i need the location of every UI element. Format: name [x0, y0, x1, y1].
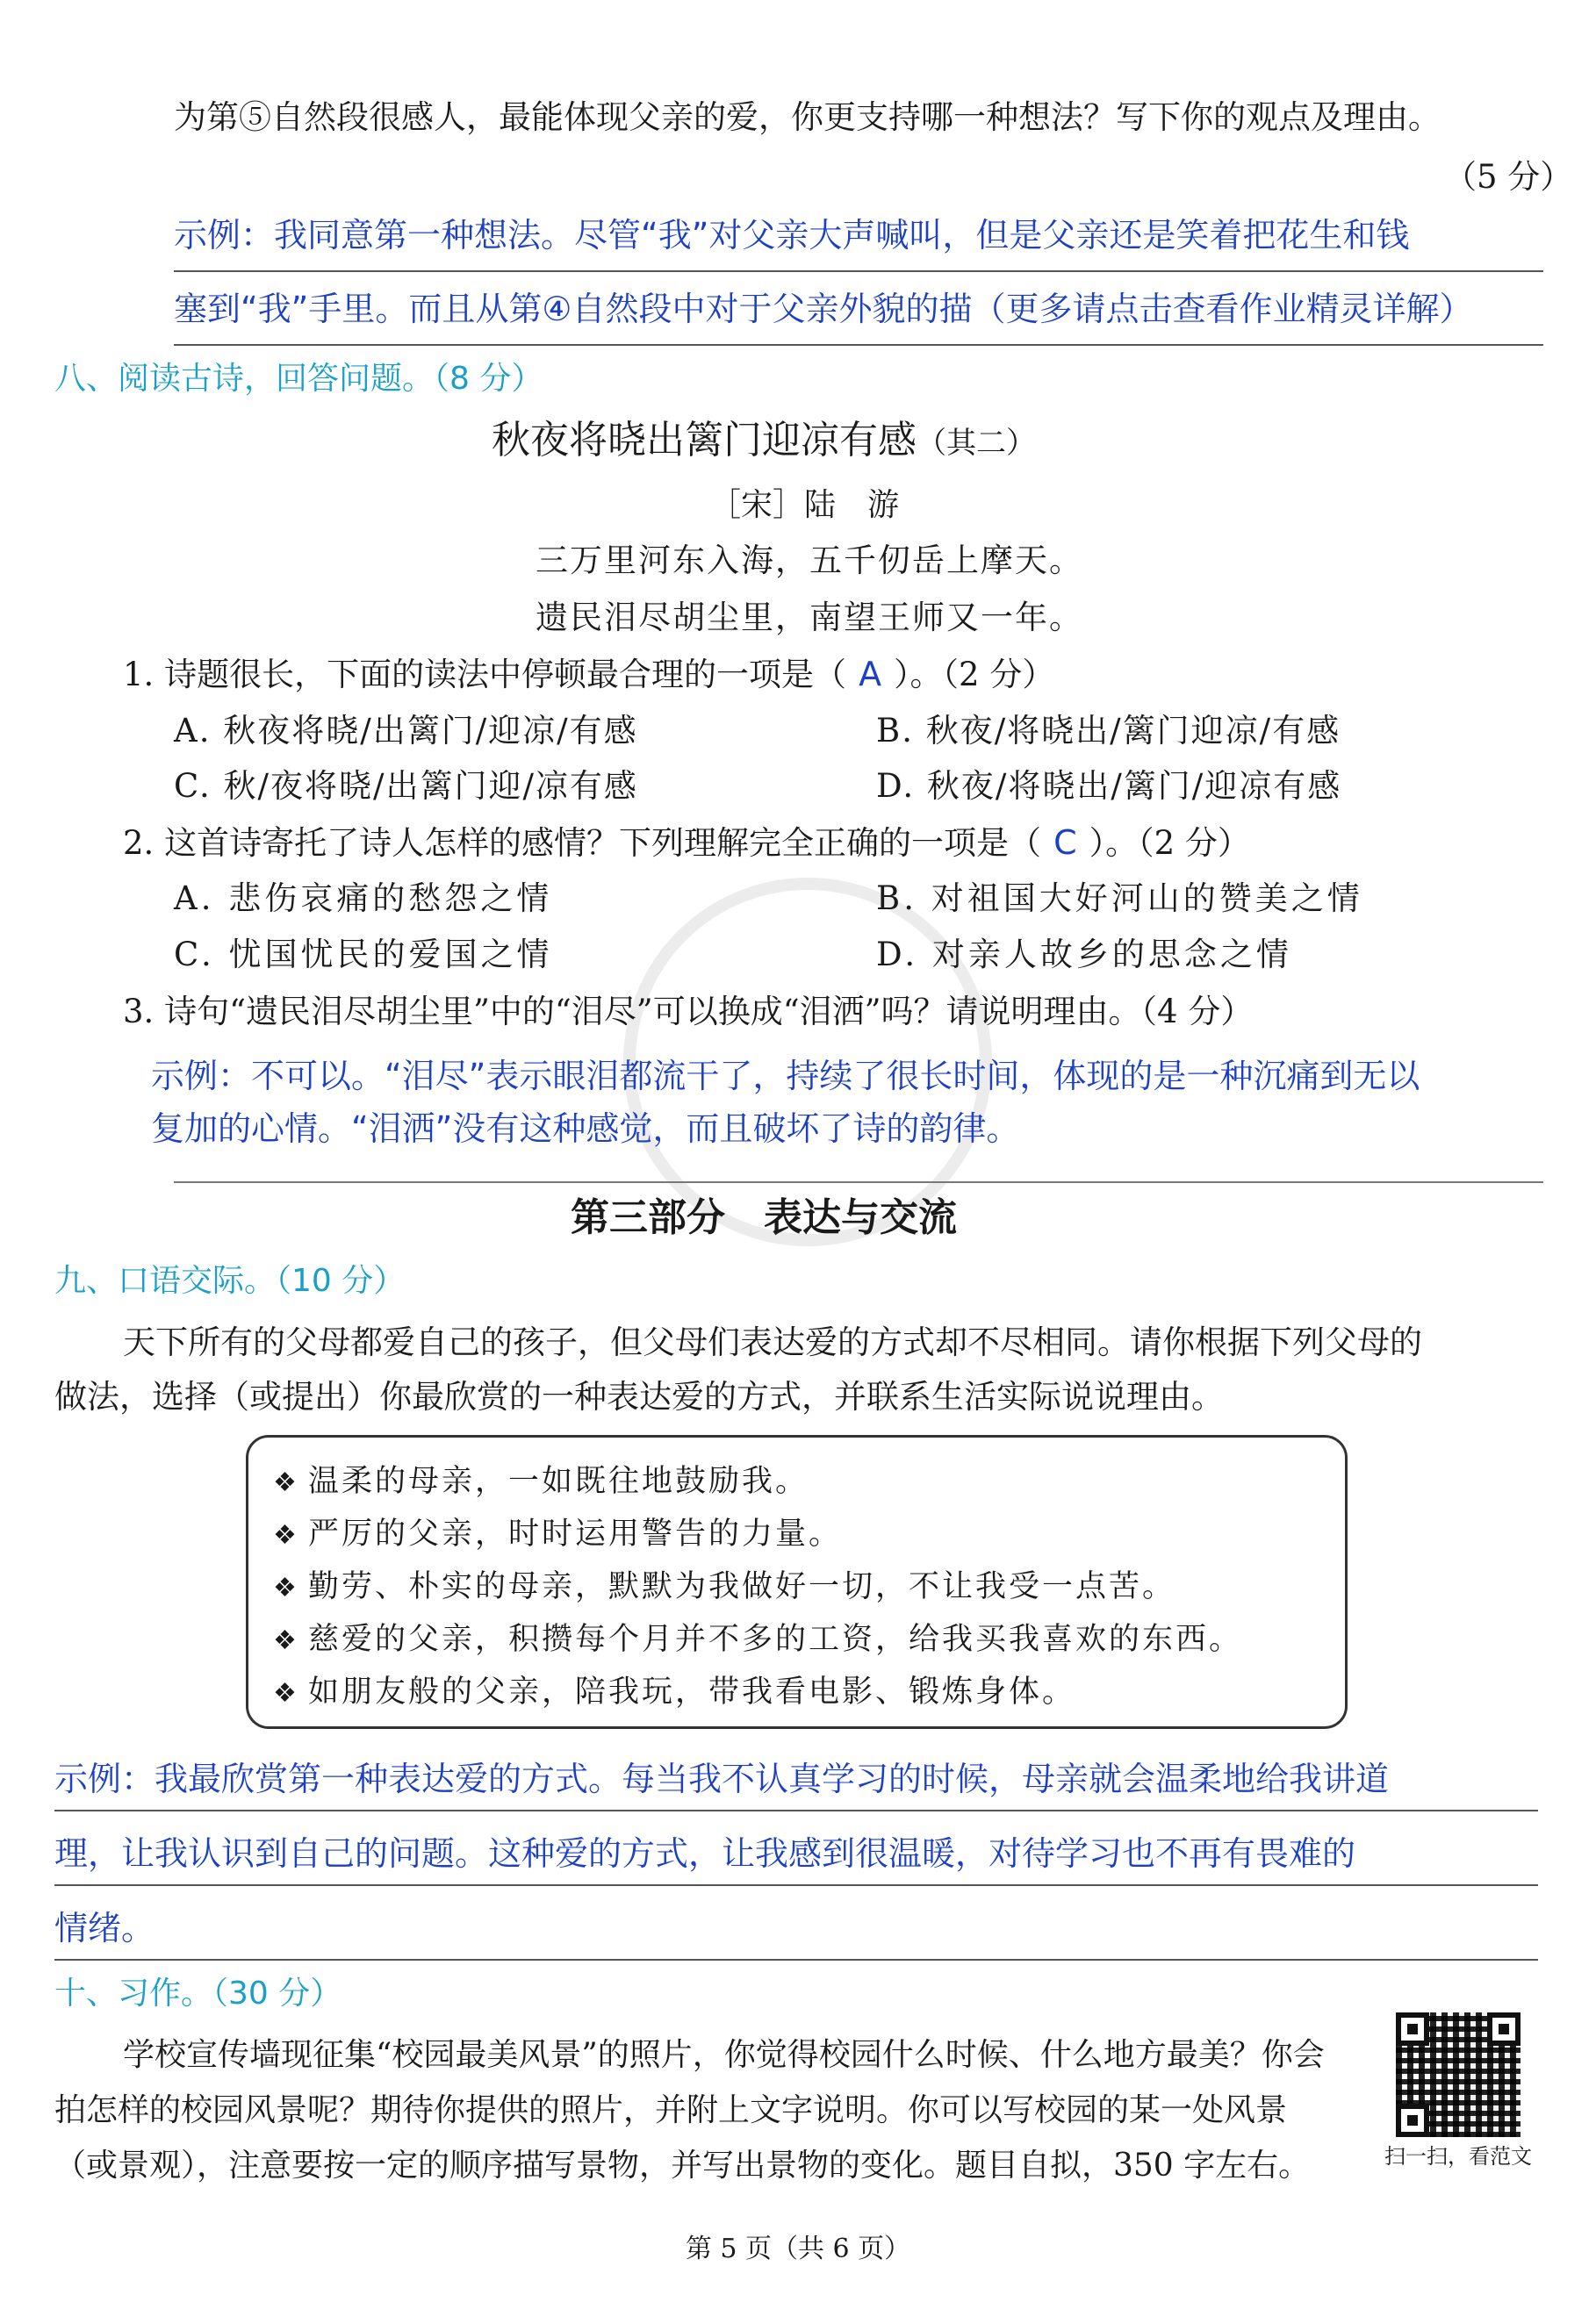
q1-prefix: 1. 诗题很长，下面的读法中停顿最合理的一项是（: [123, 656, 847, 693]
q2-suffix: ）。（2 分）: [1089, 824, 1250, 862]
answer-underline: [54, 1884, 1538, 1886]
q2-option-d: D. 对亲人故乡的思念之情: [876, 936, 1292, 973]
answer-underline: [174, 270, 1543, 272]
diamond-bullet-icon: ❖: [273, 1678, 299, 1709]
method-item: ❖ 勤劳、朴实的母亲，默默为我做好一切，不让我受一点苦。: [273, 1569, 1176, 1604]
parent-methods-box: [246, 1435, 1348, 1729]
poem-author: ［宋］陆 游: [709, 487, 900, 523]
section-10-line-2: 拍怎样的校园风景呢？期待你提供的照片，并附上文字说明。你可以写校园的某一处风景: [54, 2092, 1288, 2128]
section-9-heading: 九、口语交际。（10 分）: [54, 1263, 406, 1299]
qr-finder-icon: [1396, 2012, 1429, 2046]
diamond-bullet-icon: ❖: [273, 1573, 299, 1603]
q7-question-line: 为第⑤自然段很感人，最能体现父亲的爱，你更支持哪一种想法？写下你的观点及理由。: [174, 98, 1441, 136]
q1-answer: A: [859, 655, 882, 693]
section-9-answer-line-1: 示例：我最欣赏第一种表达爱的方式。每当我不认真学习的时候，母亲就会温柔地给我讲道: [54, 1760, 1390, 1798]
q2-option-c: C. 忧国忧民的爱国之情: [174, 936, 553, 973]
part-divider: [174, 1181, 1543, 1183]
poem-line-1: 三万里河东入海，五千仞岳上摩天。: [536, 542, 1083, 579]
answer-underline: [54, 1810, 1538, 1811]
method-item: ❖ 慈爱的父亲，积攒每个月并不多的工资，给我买我喜欢的东西。: [273, 1622, 1243, 1657]
page-number: 第 5 页（共 6 页）: [685, 2234, 911, 2264]
q1-stem: [123, 655, 1054, 694]
q3-question: 3. 诗句“遗民泪尽胡尘里”中的“泪尽”可以换成“泪洒”吗？请说明理由。（4 分）: [123, 993, 1254, 1030]
poem-title-main: 秋夜将晓出篱门迎凉有感: [492, 418, 917, 463]
section-10-heading: 十、习作。（30 分）: [54, 1976, 342, 2012]
poem-line-2: 遗民泪尽胡尘里，南望王师又一年。: [536, 599, 1083, 636]
q3-answer-line-1: 示例：不可以。“泪尽”表示眼泪都流干了，持续了很长时间，体现的是一种沉痛到无以: [151, 1057, 1420, 1095]
q1-option-d: D. 秋夜/将晓出/篱门/迎凉有感: [876, 767, 1342, 805]
diamond-bullet-icon: ❖: [273, 1625, 299, 1656]
section-9-intro-line-1: 天下所有的父母都爱自己的孩子，但父母们表达爱的方式却不尽相同。请你根据下列父母的: [123, 1323, 1422, 1361]
q2-stem: [123, 823, 1250, 863]
q7-score: （5 分）: [1444, 158, 1573, 196]
q2-option-b: B. 对祖国大好河山的赞美之情: [876, 879, 1363, 917]
q7-answer-line-1: 示例：我同意第一种想法。尽管“我”对父亲大声喊叫，但是父亲还是笑着把花生和钱: [174, 216, 1410, 255]
method-item: ❖ 如朋友般的父亲，陪我玩，带我看电影、锻炼身体。: [273, 1675, 1076, 1710]
section-10-line-3: （或景观），注意要按一定的顺序描写景物，并写出景物的变化。题目自拟，350 字左右。: [54, 2148, 1311, 2184]
answer-underline: [174, 344, 1543, 346]
part-3-title: 第三部分 表达与交流: [571, 1195, 957, 1240]
section-9-intro-line-2: 做法，选择（或提出）你最欣赏的一种表达爱的方式，并联系生活实际说说理由。: [54, 1378, 1224, 1416]
q1-suffix: ）。（2 分）: [894, 656, 1055, 693]
q2-answer: C: [1053, 823, 1077, 862]
answer-underline: [54, 1959, 1538, 1961]
poem-title: [492, 418, 1036, 463]
diamond-bullet-icon: ❖: [273, 1467, 299, 1498]
q1-option-a: A. 秋夜将晓/出篱门/迎凉/有感: [174, 712, 638, 750]
section-9-answer-line-2: 理，让我认识到自己的问题。这种爱的方式，让我感到很温暖，对待学习也不再有畏难的: [54, 1834, 1356, 1873]
section-10-line-1: 学校宣传墙现征集“校园最美风景”的照片，你觉得校园什么时候、什么地方最美？你会: [123, 2037, 1325, 2073]
method-item: ❖ 温柔的母亲，一如既往地鼓励我。: [273, 1464, 809, 1499]
qr-finder-icon: [1487, 2012, 1521, 2046]
qr-code-icon[interactable]: [1396, 2012, 1521, 2137]
q2-prefix: 2. 这首诗寄托了诗人怎样的感情？下列理解完全正确的一项是（: [123, 824, 1042, 862]
poem-title-sub: （其二）: [917, 426, 1036, 461]
q2-option-a: A. 悲伤哀痛的愁怨之情: [174, 879, 553, 917]
diamond-bullet-icon: ❖: [273, 1520, 299, 1551]
section-8-heading: 八、阅读古诗，回答问题。（8 分）: [54, 361, 543, 397]
q3-answer-line-2: 复加的心情。“泪洒”没有这种感觉，而且破坏了诗的韵律。: [151, 1109, 1020, 1148]
qr-finder-icon: [1396, 2104, 1429, 2137]
qr-caption: 扫一扫，看范文: [1384, 2144, 1532, 2169]
q7-answer-line-2: 塞到“我”手里。而且从第④自然段中对于父亲外貌的描（更多请点击查看作业精灵详解）: [174, 290, 1473, 328]
q1-option-b: B. 秋夜/将晓出/篱门迎凉/有感: [876, 712, 1341, 750]
section-9-answer-line-3: 情绪。: [54, 1909, 155, 1947]
method-item: ❖ 严厉的父亲，时时运用警告的力量。: [273, 1517, 843, 1552]
q1-option-c: C. 秋/夜将晓/出篱门迎/凉有感: [174, 767, 638, 805]
